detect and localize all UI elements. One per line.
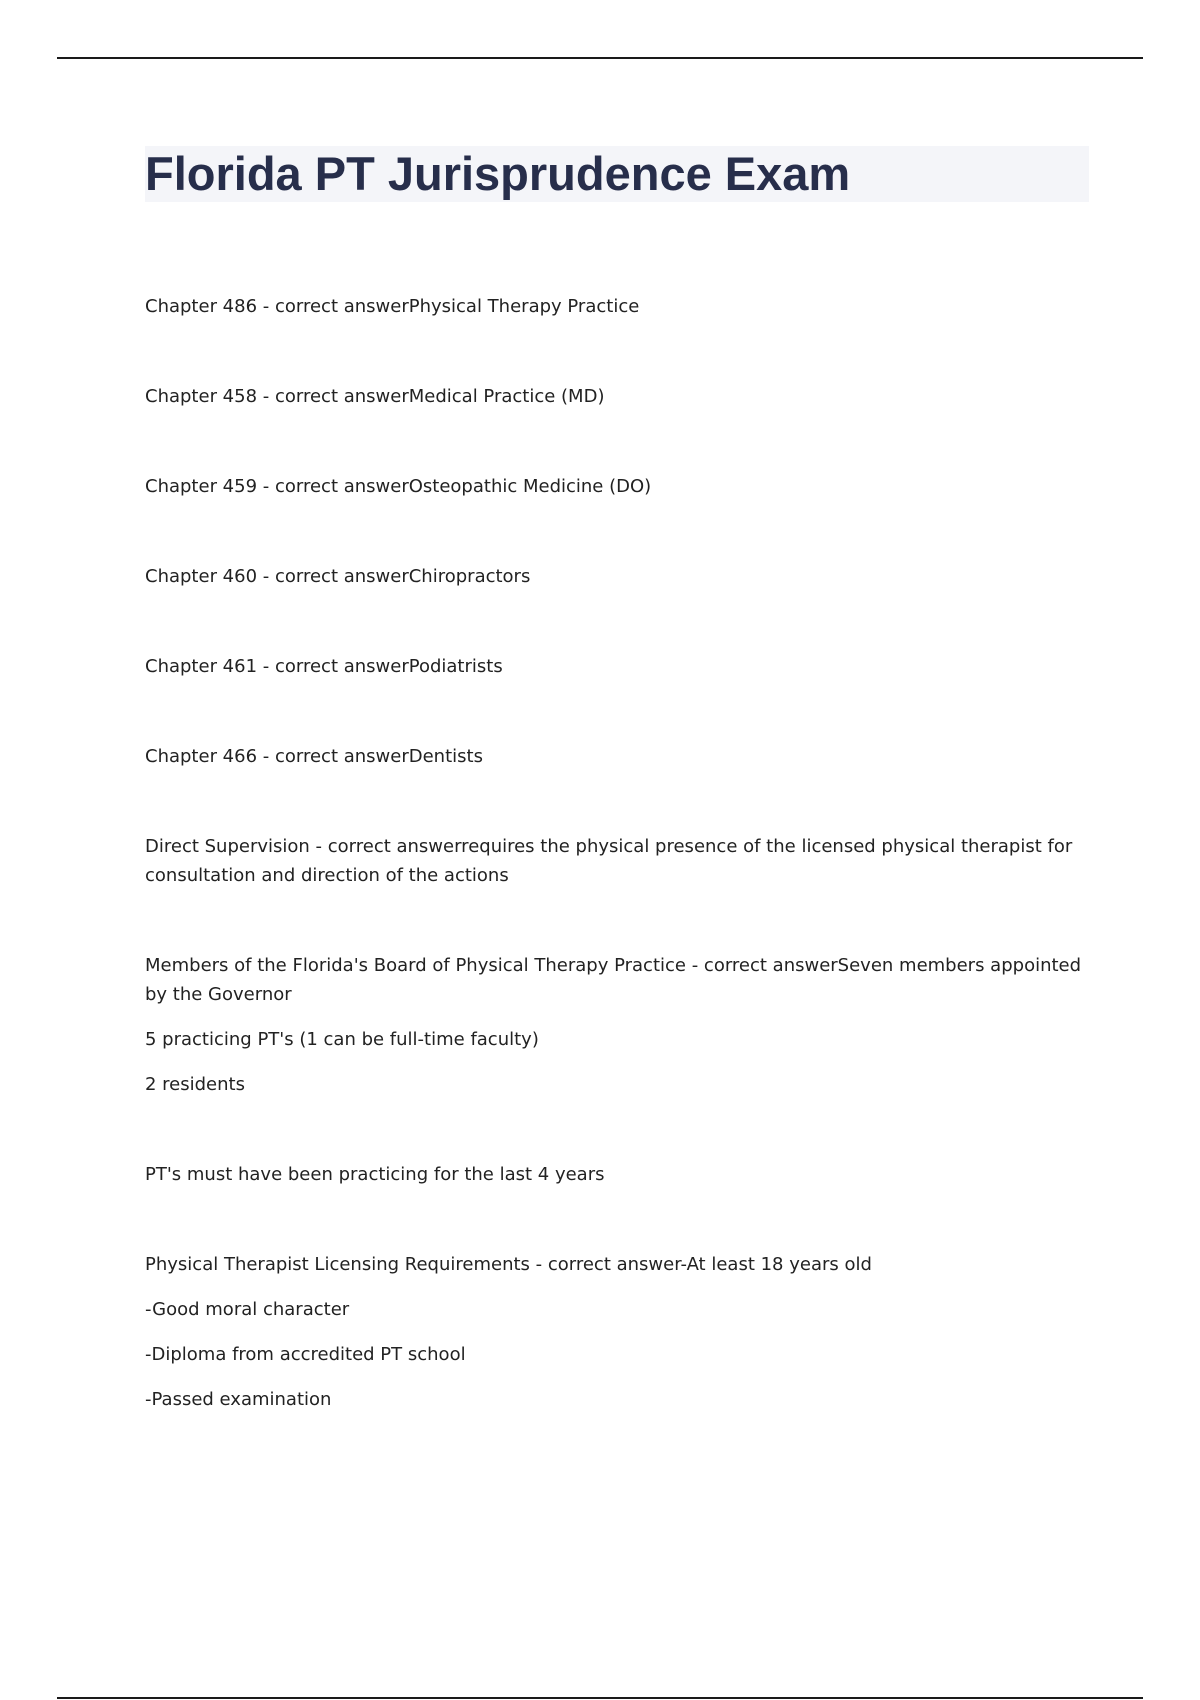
entry-text: Direct Supervision - correct answerrequires the physical presence of the licensed physical therapist for consultation and direction of the actions <box>145 836 1073 886</box>
entry-text: PT's must have been practicing for the last 4 years <box>145 1164 605 1185</box>
qa-entry-licensing-requirements <box>145 1250 1085 1414</box>
qa-entry-chapter-466 <box>145 742 1085 771</box>
bottom-rule <box>57 1697 1143 1699</box>
entry-text: Chapter 460 - correct answerChiropractors <box>145 566 531 587</box>
qa-entry-direct-supervision <box>145 832 1085 890</box>
qa-entry-chapter-486 <box>145 292 1085 321</box>
qa-entry-practicing-years <box>145 1160 1085 1189</box>
qa-entry-chapter-458 <box>145 382 1085 411</box>
entry-text: Chapter 458 - correct answerMedical Practice (MD) <box>145 386 605 407</box>
qa-entry-chapter-461 <box>145 652 1085 681</box>
entry-detail-line: -Good moral character <box>145 1299 350 1320</box>
entry-text: Physical Therapist Licensing Requirements - correct answer-At least 18 years old <box>145 1254 872 1275</box>
entry-text: Chapter 466 - correct answerDentists <box>145 746 483 767</box>
entry-text: Chapter 461 - correct answerPodiatrists <box>145 656 503 677</box>
top-rule <box>57 57 1143 59</box>
entry-detail-line: 5 practicing PT's (1 can be full-time faculty) <box>145 1029 539 1050</box>
entry-text: Chapter 459 - correct answerOsteopathic Medicine (DO) <box>145 476 652 497</box>
qa-entry-chapter-460 <box>145 562 1085 591</box>
document-title: Florida PT Jurisprudence Exam <box>145 147 851 200</box>
entry-detail-line: -Passed examination <box>145 1389 332 1410</box>
document-body <box>145 292 1085 1475</box>
entry-detail-line: -Diploma from accredited PT school <box>145 1344 466 1365</box>
qa-entry-chapter-459 <box>145 472 1085 501</box>
entry-text: Members of the Florida's Board of Physical Therapy Practice - correct answerSeven members appointed by the Governor <box>145 955 1082 1005</box>
entry-text: Chapter 486 - correct answerPhysical Therapy Practice <box>145 296 640 317</box>
qa-entry-board-members <box>145 951 1085 1099</box>
entry-detail-line: 2 residents <box>145 1074 245 1095</box>
